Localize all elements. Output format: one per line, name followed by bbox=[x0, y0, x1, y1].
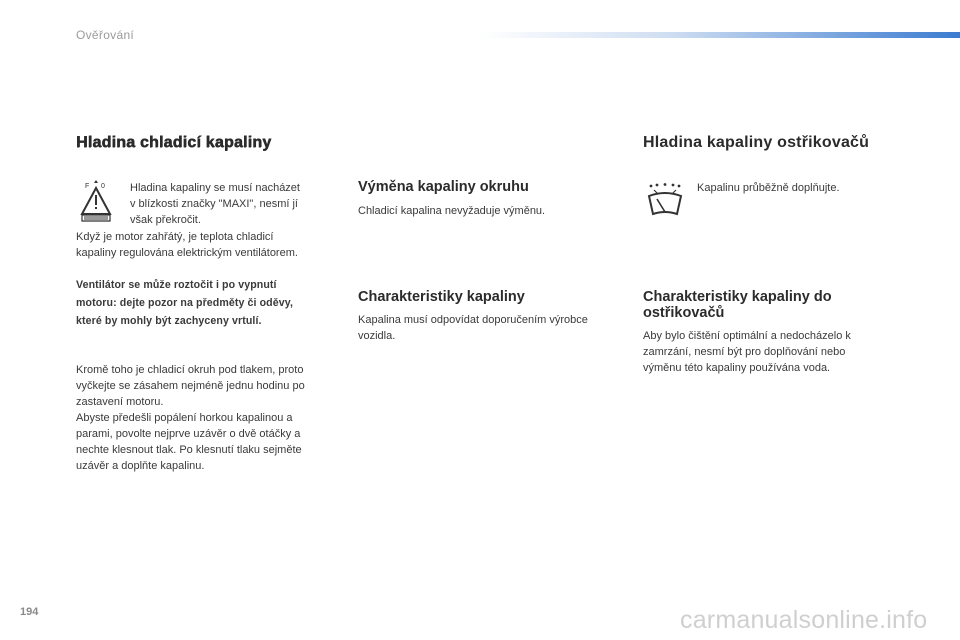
para2-line: zastavení motoru. bbox=[76, 396, 164, 408]
fluid-spec-text bbox=[358, 312, 628, 344]
washer-text-line: Kapalinu průběžně doplňujte. bbox=[697, 182, 840, 194]
washer-icon-text bbox=[697, 180, 917, 196]
coolant-icon-text bbox=[130, 180, 340, 228]
para1-line: Když je motor zahřátý, je teplota chladicí bbox=[76, 231, 274, 243]
para1-line: kapaliny regulována elektrickým ventilátorem. bbox=[76, 247, 298, 259]
para2-line: uzávěr a doplňte kapalinu. bbox=[76, 460, 205, 472]
coolant-warning-icon bbox=[78, 180, 114, 220]
washer-spec-text bbox=[643, 328, 903, 376]
coolant-text-line: Hladina kapaliny se musí nacházet bbox=[130, 182, 300, 194]
fluid-spec-line: Kapalina musí odpovídat doporučením výrobce bbox=[358, 314, 588, 326]
coolant-paragraph-2 bbox=[76, 362, 346, 474]
para2-line: Abyste předešli popálení horkou kapalinou a bbox=[76, 412, 293, 424]
replacement-title: Výměna kapaliny okruhu bbox=[358, 179, 529, 195]
washer-spec-title bbox=[643, 289, 903, 321]
para2-line: vyčkejte se zásahem nejméně jednu hodinu po bbox=[76, 380, 305, 392]
header-gradient-bar bbox=[480, 32, 960, 38]
windscreen-washer-icon bbox=[645, 182, 685, 218]
washer-spec-line: Aby bylo čištění optimální a nedocházelo k bbox=[643, 330, 851, 342]
right-title: Hladina kapaliny ostřikovačů bbox=[643, 134, 870, 151]
washer-spec-title-line: ostřikovačů bbox=[643, 305, 725, 321]
washer-spec-title-line: Charakteristiky kapaliny do bbox=[643, 289, 832, 305]
svg-text:F: F bbox=[85, 183, 90, 190]
para2-line: nechte klesnout tlak. Po klesnutí tlaku sejměte bbox=[76, 444, 302, 456]
warning-line: které by mohly být zachyceny vrtulí. bbox=[76, 315, 262, 327]
svg-text:0: 0 bbox=[101, 183, 105, 190]
warning-line: Ventilátor se může roztočit i po vypnutí bbox=[76, 279, 277, 291]
para2-line: parami, povolte nejprve uzávěr o dvě otáčky a bbox=[76, 428, 301, 440]
washer-spec-line: zamrzání, nesmí být pro doplňování nebo bbox=[643, 346, 846, 358]
replacement-line: Chladicí kapalina nevyžaduje výměnu. bbox=[358, 205, 546, 217]
fluid-spec-line: vozidla. bbox=[358, 330, 396, 342]
coolant-text-line: v blízkosti značky "MAXI", nesmí jí bbox=[130, 198, 298, 210]
fan-warning-text bbox=[76, 276, 346, 330]
fluid-spec-title: Charakteristiky kapaliny bbox=[358, 289, 525, 305]
coolant-text-line: však překročit. bbox=[130, 214, 201, 226]
watermark: carmanualsonline.info bbox=[680, 606, 928, 634]
para2-line: Kromě toho je chladicí okruh pod tlakem, proto bbox=[76, 364, 304, 376]
warning-line: motoru: dejte pozor na předměty či oděvy, bbox=[76, 297, 293, 309]
section-label: Ověřování bbox=[76, 28, 135, 42]
washer-spec-line: výměnu této kapaliny používána voda. bbox=[643, 362, 831, 374]
coolant-paragraph-1 bbox=[76, 229, 346, 261]
left-title: Hladina chladicí kapaliny bbox=[76, 134, 272, 151]
page-number: 194 bbox=[20, 606, 39, 618]
replacement-text bbox=[358, 203, 628, 219]
